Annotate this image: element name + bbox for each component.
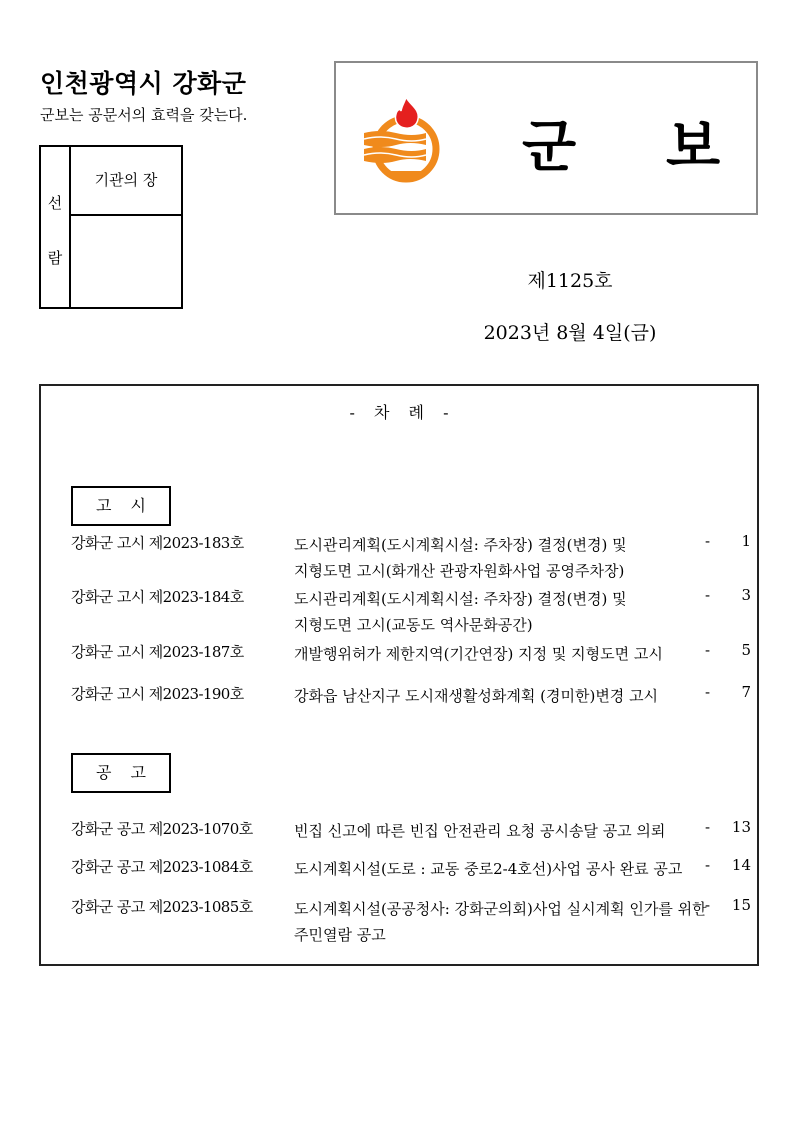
- entry-page: 15: [731, 896, 751, 914]
- masthead-title-char: 보: [666, 115, 721, 180]
- entry-desc-line: 주민열람 공고: [294, 926, 386, 944]
- entry-description: [294, 641, 714, 667]
- entry-number: 강화군 공고 제2023-1085호: [71, 898, 253, 916]
- entry-leader: -: [705, 586, 711, 604]
- gangwha-county-emblem-icon: [360, 93, 452, 185]
- entry-description: [294, 856, 714, 882]
- entry-page: 3: [741, 586, 751, 604]
- approval-side-char: 선: [47, 194, 63, 212]
- entry-desc-line: 개발행위허가 제한지역(기간연장) 지정 및 지형도면 고시: [294, 645, 663, 663]
- org-title: 인천광역시 강화군: [40, 69, 247, 98]
- entry-number: 강화군 고시 제2023-190호: [71, 685, 244, 703]
- masthead: [334, 61, 758, 215]
- issue-date: 2023년 8월 4일(금): [483, 322, 657, 344]
- entry-desc-line: 도시계획시설(도로 : 교동 중로2-4호선)사업 공사 완료 공고: [294, 860, 683, 878]
- entry-page: 1: [741, 532, 751, 550]
- entry-description: [294, 683, 714, 709]
- org-subtitle: 군보는 공문서의 효력을 갖는다.: [40, 106, 248, 124]
- entry-leader: -: [705, 532, 711, 550]
- entry-description: [294, 532, 714, 584]
- entry-page: 7: [741, 683, 751, 701]
- entry-number: 강화군 고시 제2023-184호: [71, 588, 244, 606]
- approval-side-char: 람: [47, 249, 63, 267]
- section-label-gosi: 고 시: [71, 486, 171, 526]
- entry-leader: -: [705, 896, 711, 914]
- entry-desc-line: 지형도면 고시(화개산 관광자원화사업 공영주차장): [294, 562, 625, 580]
- entry-desc-line: 빈집 신고에 따른 빈집 안전관리 요청 공시송달 공고 의뢰: [294, 822, 666, 840]
- entry-description: [294, 586, 714, 638]
- entry-number: 강화군 고시 제2023-183호: [71, 534, 244, 552]
- entry-page: 5: [741, 641, 751, 659]
- entry-number: 강화군 공고 제2023-1084호: [71, 858, 253, 876]
- entry-desc-line: 도시계획시설(공공청사: 강화군의회)사업 실시계획 인가를 위한: [294, 900, 707, 918]
- issue-number: 제1125호: [527, 270, 613, 292]
- entry-desc-line: 도시관리계획(도시계획시설: 주차장) 결정(변경) 및: [294, 590, 627, 608]
- entry-desc-line: 도시관리계획(도시계획시설: 주차장) 결정(변경) 및: [294, 536, 627, 554]
- entry-page: 14: [731, 856, 751, 874]
- entry-description: [294, 896, 714, 948]
- entry-leader: -: [705, 641, 711, 659]
- table-of-contents: [39, 384, 759, 966]
- entry-number: 강화군 고시 제2023-187호: [71, 643, 244, 661]
- entry-description: [294, 818, 714, 844]
- entry-leader: -: [705, 818, 711, 836]
- entry-leader: -: [705, 856, 711, 874]
- approval-head-label: 기관의 장: [71, 147, 181, 216]
- entry-leader: -: [705, 683, 711, 701]
- entry-page: 13: [731, 818, 751, 836]
- entry-desc-line: 강화읍 남산지구 도시재생활성화계획 (경미한)변경 고시: [294, 687, 659, 705]
- entry-number: 강화군 공고 제2023-1070호: [71, 820, 253, 838]
- section-label-gonggo: 공 고: [71, 753, 171, 793]
- toc-title: - 차 례 -: [349, 403, 449, 422]
- masthead-title-char: 군: [522, 115, 577, 180]
- entry-desc-line: 지형도면 고시(교동도 역사문화공간): [294, 616, 533, 634]
